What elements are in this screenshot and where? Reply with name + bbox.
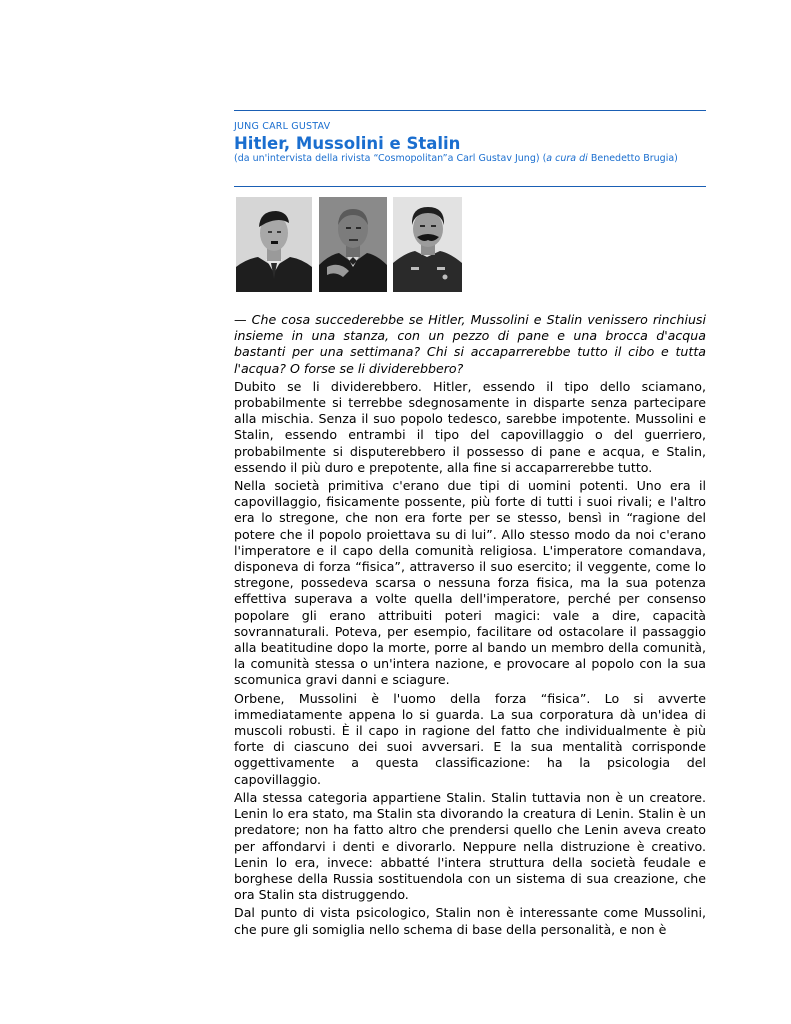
portrait-stalin xyxy=(393,197,462,292)
paragraph: Alla stessa categoria appartiene Stalin. Stalin tuttavia non è un creatore. Lenin lo era stato, ma Stalin sta divorando la creatura di Lenin. Stalin è un predatore; non ha fatto altro che prendersi quello che Lenin aveva creato per affondarvi i denti e divorarlo. Neppure nella distruzione è creativo. Lenin lo era, invece: abbatté l'intera struttura della società feudale e borghese della Russia sostituendola con un sistema di sua creazione, che ora Stalin sta distruggendo. xyxy=(234,789,706,903)
portrait-mussolini xyxy=(319,197,387,292)
paragraph: Nella società primitiva c'erano due tipi di uomini potenti. Uno era il capovillaggio, fisicamente possente, più forte di tutti i suoi rivali; e l'altro era lo stregone, che non era forte per se stesso, bensì in “ragione del potere che il popolo proiettava su di lui”. Allo stesso modo da noi c'erano l'imperatore e il capo della comunità religiosa. L'imperatore comandava, disponeva di forza “fisica”, attraverso il suo esercito; il veggente, come lo stregone, possedeva scarsa o nessuna forza fisica, ma la sua potenza effettiva superava a volte quella dell'imperatore, perché per consenso popolare gli erano attribuiti poteri magici: vale a dire, capacità sovrannaturali. Poteva, per esempio, facilitare od ostacolare il passaggio alla beatitudine dopo la morte, porre al bando un membro della comunità, la comunità stessa o un'intera nazione, e provocare al popolo con la sua scomunica gravi danni e sciagure. xyxy=(234,478,706,688)
top-rule xyxy=(234,110,706,111)
header-bottom-rule xyxy=(234,186,706,187)
interview-question: — Che cosa succederebbe se Hitler, Mussolini e Stalin venissero rinchiusi insieme in una stanza, con un pezzo di pane e una brocca d'acqua bastanti per una settimana? Chi si accaparrerebbe tutto il cibo e tutta l'acqua? O forse se li dividerebbero? xyxy=(234,312,706,376)
paragraph: Dubito se li dividerebbero. Hitler, essendo il tipo dello sciamano, probabilmente si terrebbe sdegnosamente in disparte senza partecipare alla mischia. Senza il suo popolo tedesco, sarebbe impotente. Mussolini e Stalin, essendo entrambi il tipo del capovillaggio o del guerriero, probabilmente si disputerebbero il possesso di pane e acqua, e Stalin, essendo il più duro e prepotente, alla fine si accaparrerebbe tutto. xyxy=(234,378,706,475)
article-subtitle xyxy=(234,153,706,166)
portrait-hitler xyxy=(236,197,312,292)
subtitle-italic: a cura di xyxy=(546,153,588,164)
subtitle-text: (da un'intervista della rivista “Cosmopolitan”a Carl Gustav Jung) ( xyxy=(234,153,547,164)
subtitle-text-end: Benedetto Brugia) xyxy=(587,153,678,164)
paragraph: Dal punto di vista psicologico, Stalin non è interessante come Mussolini, che pure gli somiglia nello schema di base della personalità, e non è xyxy=(234,905,706,937)
article-title: Hitler, Mussolini e Stalin xyxy=(234,134,461,153)
article-body xyxy=(234,312,706,940)
author-name: JUNG CARL GUSTAV xyxy=(234,121,331,132)
paragraph: Orbene, Mussolini è l'uomo della forza “fisica”. Lo si avverte immediatamente appena lo si guarda. La sua corporatura dà un'idea di muscoli robusti. È il capo in ragione del fatto che individualmente è più forte di ciascuno dei suoi avversari. E la sua mentalità corrisponde oggettivamente a questa classificazione: ha la psicologia del capovillaggio. xyxy=(234,690,706,787)
